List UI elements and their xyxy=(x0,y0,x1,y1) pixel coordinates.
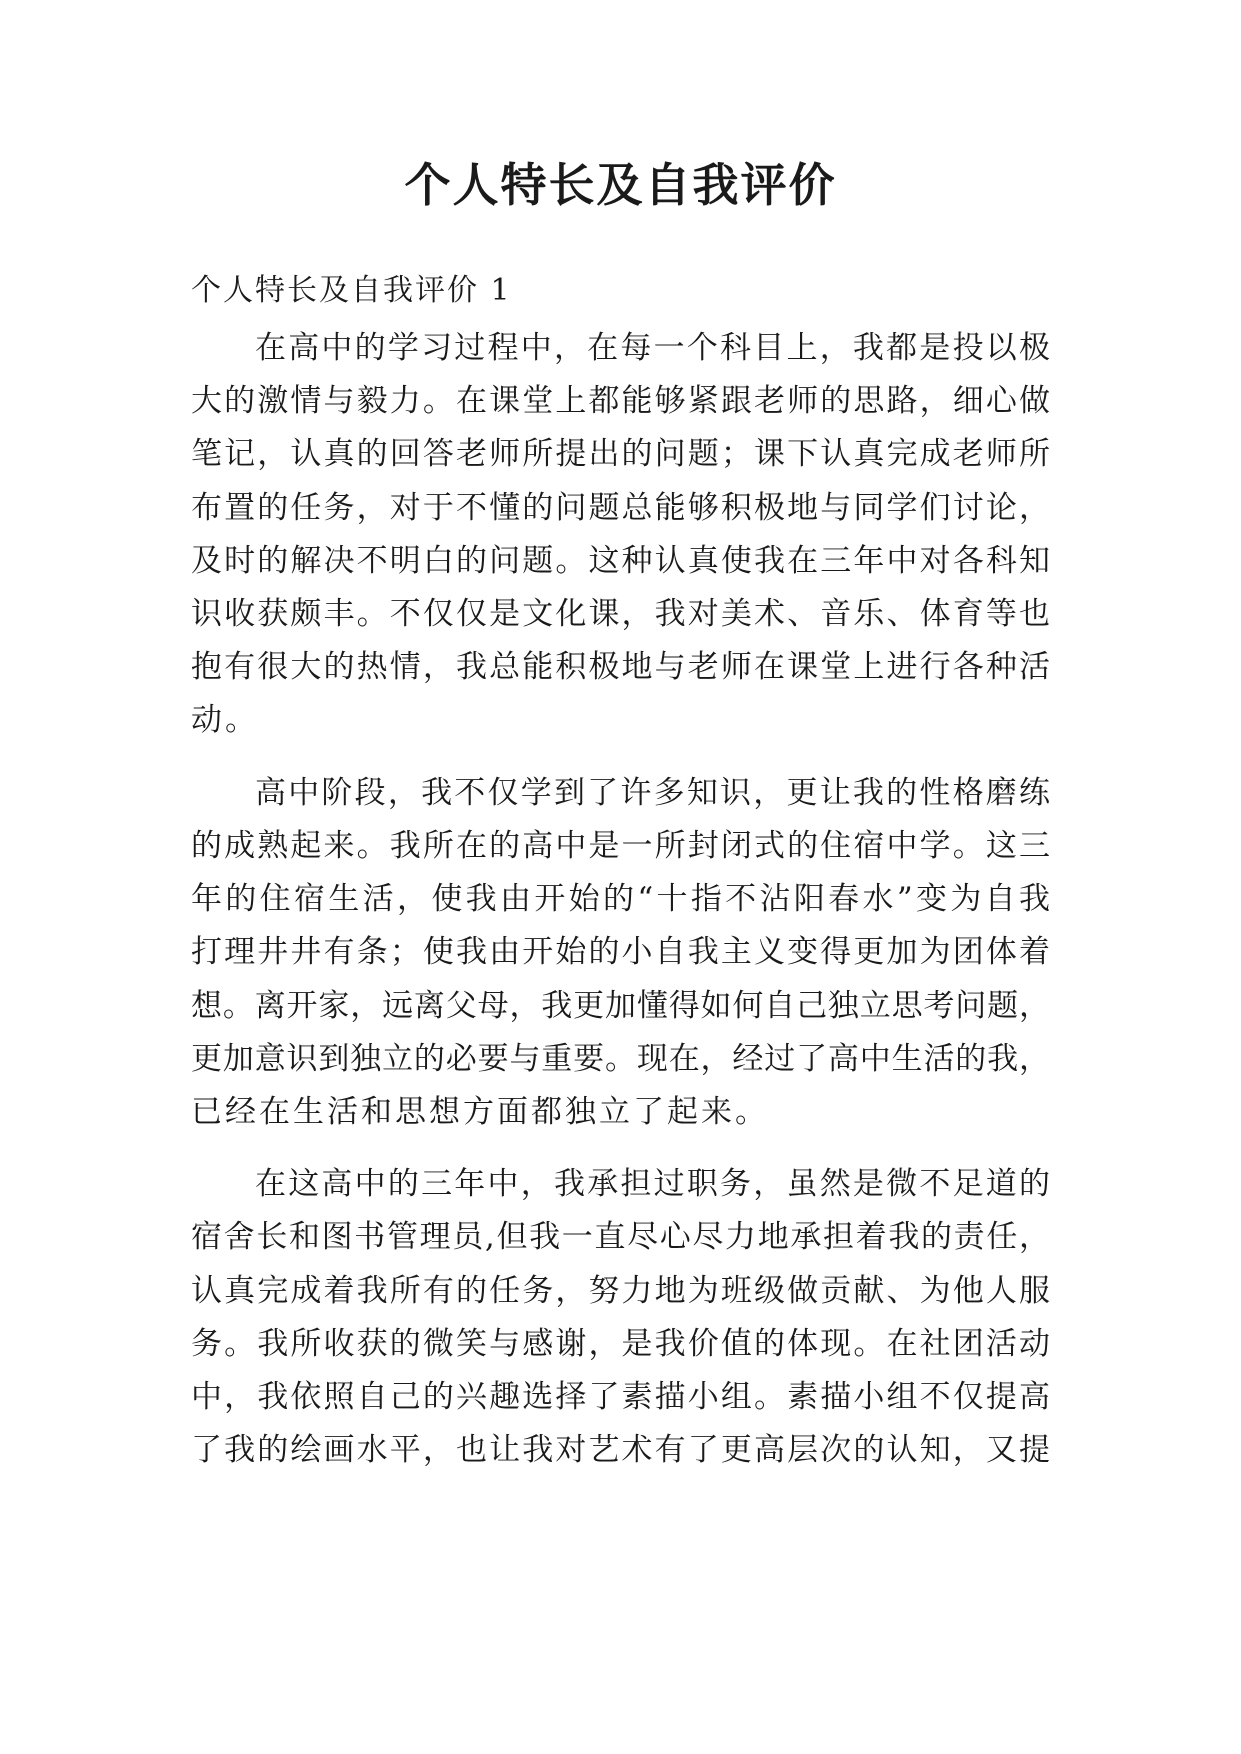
paragraph-2-line-4: 打理井井有条；使我由开始的小自我主义变得更加为团体着 xyxy=(191,934,1050,970)
paragraph-1-line-7: 抱有很大的热情，我总能积极地与老师在课堂上进行各种活 xyxy=(191,649,1050,685)
paragraph-1-line-1: 在高中的学习过程中，在每一个科目上，我都是投以极 xyxy=(255,330,1050,366)
paragraph-2-line-5: 想。离开家，远离父母，我更加懂得如何自己独立思考问题， xyxy=(191,988,1050,1024)
paragraph-2-line-1: 高中阶段，我不仅学到了许多知识，更让我的性格磨练 xyxy=(255,775,1050,811)
paragraph-2-line-7: 已经在生活和思想方面都独立了起来。 xyxy=(191,1094,769,1130)
paragraph-3-line-4: 务。我所收获的微笑与感谢，是我价值的体现。在社团活动 xyxy=(191,1326,1050,1362)
paragraph-1-line-5: 及时的解决不明白的问题。这种认真使我在三年中对各科知 xyxy=(191,543,1050,579)
paragraph-3-line-2: 宿舍长和图书管理员,但我一直尽心尽力地承担着我的责任， xyxy=(191,1219,1050,1255)
paragraph-1-line-6: 识收获颇丰。不仅仅是文化课，我对美术、音乐、体育等也 xyxy=(191,596,1050,632)
document-title: 个人特长及自我评价 xyxy=(404,158,837,212)
paragraph-1-line-3: 笔记，认真的回答老师所提出的问题；课下认真完成老师所 xyxy=(191,436,1050,472)
paragraph-2-line-3: 年的住宿生活，使我由开始的“十指不沾阳春水”变为自我 xyxy=(191,881,1050,917)
section-heading: 个人特长及自我评价 1 xyxy=(191,273,512,308)
paragraph-1-line-4: 布置的任务，对于不懂的问题总能够积极地与同学们讨论， xyxy=(191,490,1050,526)
paragraph-3-line-5: 中，我依照自己的兴趣选择了素描小组。素描小组不仅提高 xyxy=(191,1379,1050,1415)
paragraph-3-line-3: 认真完成着我所有的任务，努力地为班级做贡献、为他人服 xyxy=(191,1273,1050,1309)
paragraph-1-line-2: 大的激情与毅力。在课堂上都能够紧跟老师的思路，细心做 xyxy=(191,383,1050,419)
paragraph-2-line-2: 的成熟起来。我所在的高中是一所封闭式的住宿中学。这三 xyxy=(191,828,1050,864)
paragraph-1-line-8: 动。 xyxy=(191,702,259,738)
paragraph-3-line-6: 了我的绘画水平，也让我对艺术有了更高层次的认知，又提 xyxy=(191,1432,1050,1468)
paragraph-3-line-1: 在这高中的三年中，我承担过职务，虽然是微不足道的 xyxy=(255,1166,1050,1202)
paragraph-2-line-6: 更加意识到独立的必要与重要。现在，经过了高中生活的我， xyxy=(191,1041,1050,1077)
